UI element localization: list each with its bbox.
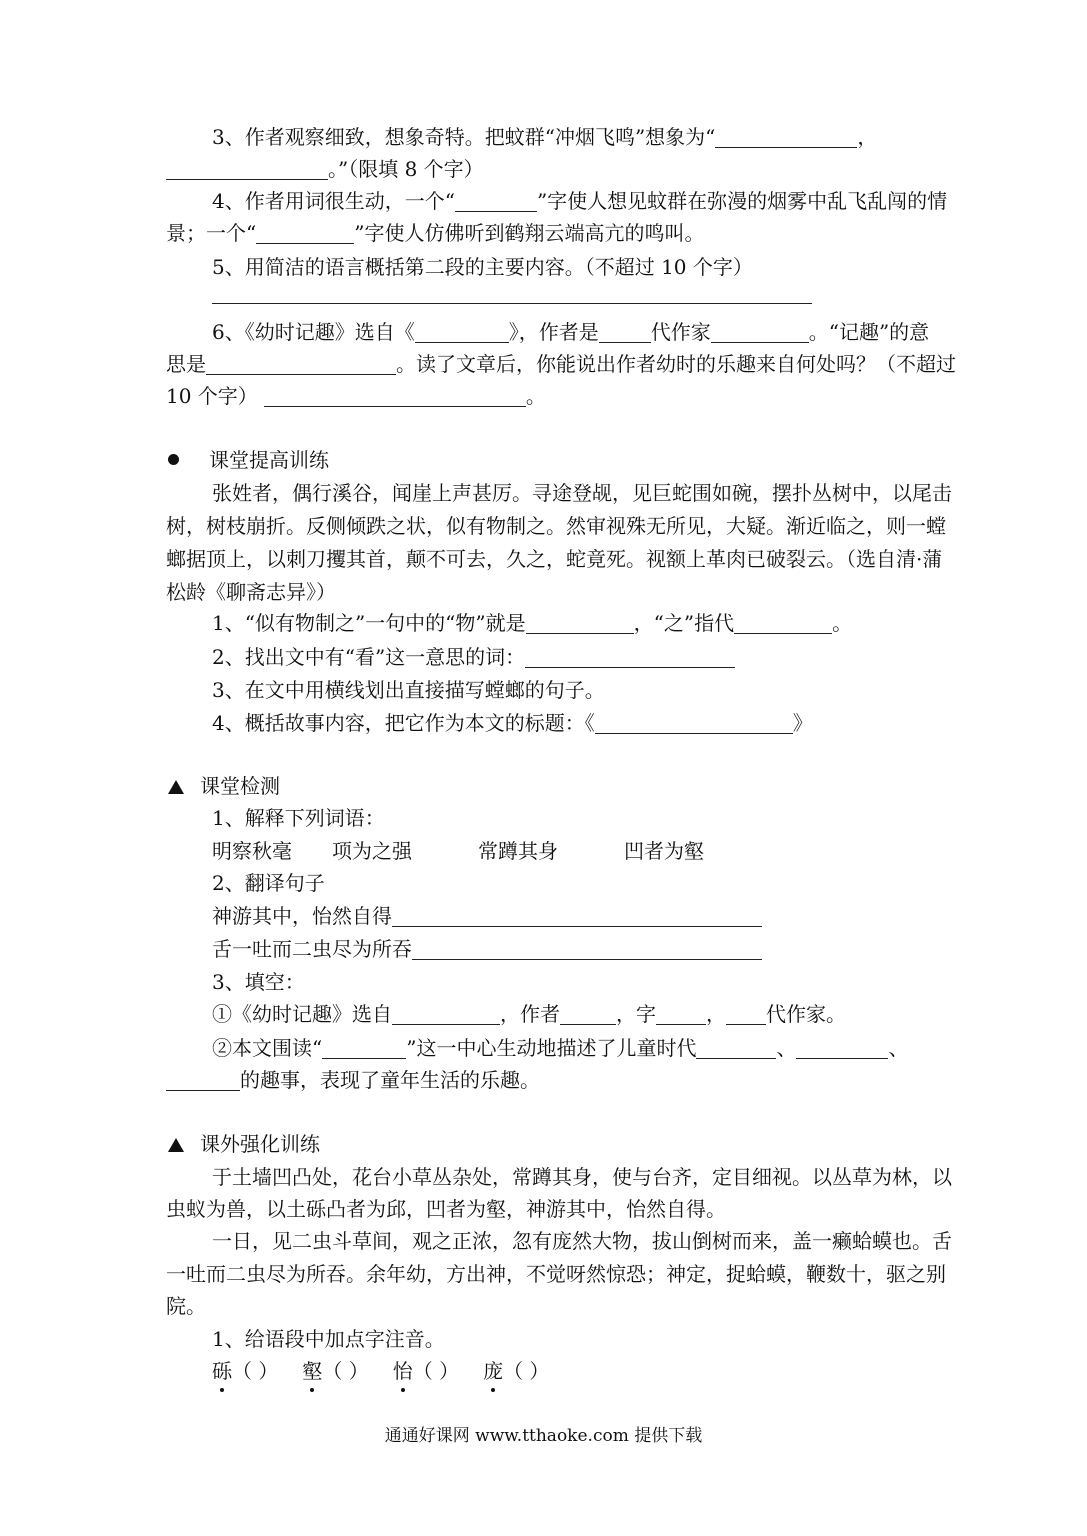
fill2-text-b: ”这一中心生动地描述了儿童时代 xyxy=(406,1036,697,1060)
dotted-char: 砾 xyxy=(212,1359,232,1383)
q4-text-d: ”字使人仿佛听到鹤翔云端高亢的鸣叫。 xyxy=(354,221,705,245)
q6-text-f: 。读了文章后，你能说出作者幼时的乐趣来自何处吗？（不超过 xyxy=(396,352,956,376)
q6-text-a: 6、《幼时记趣》选自《 xyxy=(212,320,415,344)
q4-blank-1[interactable] xyxy=(455,191,537,212)
pinyin-blank[interactable]: （ ） xyxy=(232,1359,279,1383)
fill1-text-b: ，作者 xyxy=(500,1002,560,1026)
q6-text-g: 10 个字） xyxy=(166,384,258,408)
fill2-text-d: 、 xyxy=(888,1036,909,1060)
bullet-dot-icon xyxy=(168,454,179,465)
section3-title: 课外强化训练 xyxy=(200,1132,320,1156)
q6-blank-source[interactable] xyxy=(264,386,526,407)
q6-text-h: 。 xyxy=(525,384,546,408)
q6-text-b: 》，作者是 xyxy=(508,320,599,344)
fill1-blank-dynasty[interactable] xyxy=(726,1004,766,1025)
fill2-blank-3[interactable] xyxy=(166,1070,240,1091)
fill2-blank-1[interactable] xyxy=(696,1038,776,1059)
triangle-icon xyxy=(168,1138,184,1152)
q3-comma: ， xyxy=(857,125,878,149)
pinyin-blank[interactable]: （ ） xyxy=(412,1359,460,1383)
fill2-text-a: ②本文围读“ xyxy=(212,1036,323,1060)
fill1-text-c: ，字 xyxy=(616,1002,656,1026)
q3-line-1 xyxy=(212,123,877,151)
sec1-q4-text-a: 4、概括故事内容，把它作为本文的标题：《 xyxy=(212,711,595,735)
sec2-q2: 2、翻译句子 xyxy=(212,871,325,895)
sec1-q4 xyxy=(212,709,813,737)
dotted-char: 壑 xyxy=(302,1359,323,1383)
q3-line-2 xyxy=(166,155,484,183)
q5-text: 5、用简洁的语言概括第二段的主要内容。（不超过 10 个字） xyxy=(212,255,753,279)
q5-answer-line[interactable] xyxy=(212,303,812,304)
section2-heading xyxy=(168,772,280,800)
sec1-q1-text-b: ，“之”指代 xyxy=(633,611,735,635)
word-item: 明察秋毫 xyxy=(212,839,292,863)
sec1-passage-line-1: 张姓者，偶行溪谷，闻崖上声甚厉。寻途登觇，见巨蛇围如碗，摆扑丛树中，以尾击 xyxy=(212,481,952,505)
pinyin-blank[interactable]: （ ） xyxy=(322,1359,369,1383)
q4-blank-2[interactable] xyxy=(256,223,354,244)
q4-line-2 xyxy=(166,219,704,247)
translation-blank-2[interactable] xyxy=(412,939,762,960)
sec1-passage-line-3: 螂据顶上，以刺刀攫其首，颠不可去，久之，蛇竟死。视额上革肉已破裂云。（选自清·蒲 xyxy=(166,547,943,571)
q3-text: 3、作者观察细致，想象奇特。把蚊群“冲烟飞鸣”想象为“ xyxy=(212,125,716,149)
fill1-text-d: ， xyxy=(706,1002,726,1026)
dotted-char: 庞 xyxy=(483,1359,504,1383)
word-item: 常蹲其身 xyxy=(478,839,558,863)
sec2-fill-2-cont xyxy=(166,1066,540,1094)
fill1-blank-author[interactable] xyxy=(560,1004,616,1025)
fill2-text-e: 的趣事，表现了童年生活的乐趣。 xyxy=(240,1068,540,1092)
sec1-q1-blank-2[interactable] xyxy=(734,613,832,634)
q4-text-a: 4、作者用词很生动，一个“ xyxy=(212,189,455,213)
sec1-q4-text-b: 》 xyxy=(792,711,813,735)
fill1-text-a: ①《幼时记趣》选自 xyxy=(212,1002,392,1026)
sec1-q2 xyxy=(212,643,735,671)
section3-heading xyxy=(168,1130,320,1158)
q4-text-b: ”字使人想见蚊群在弥漫的烟雾中乱飞乱闯的情 xyxy=(536,189,948,213)
fill2-blank-2[interactable] xyxy=(796,1038,888,1059)
word-item: 凹者为壑 xyxy=(624,839,704,863)
q6-line-1 xyxy=(212,318,929,346)
sec2-words xyxy=(212,837,704,865)
sec1-q1-blank-1[interactable] xyxy=(526,613,634,634)
sentence-text: 舌一吐而二虫尽为所吞 xyxy=(212,937,412,961)
sec3-passage-line-1: 于土墙凹凸处，花台小草丛杂处，常蹲其身，使与台齐，定目细视。以丛草为林，以 xyxy=(212,1165,952,1189)
section1-title: 课堂提高训练 xyxy=(209,448,329,472)
q6-blank-meaning[interactable] xyxy=(206,354,396,375)
word-item: 项为之强 xyxy=(332,839,412,863)
q3-blank-2[interactable] xyxy=(166,159,328,180)
sec2-fill-1 xyxy=(212,1000,846,1028)
fill1-blank-courtesy[interactable] xyxy=(656,1004,706,1025)
translation-blank-1[interactable] xyxy=(392,906,762,927)
sec3-passage-line-4: 一吐而二虫尽为所吞。余年幼，方出神，不觉呀然惊恐；神定，捉蛤蟆，鞭数十，驱之别 xyxy=(166,1262,946,1286)
fill1-text-e: 代作家。 xyxy=(766,1002,846,1026)
q6-text-d: 。“记趣”的意 xyxy=(808,320,930,344)
q6-blank-dynasty[interactable] xyxy=(599,322,651,343)
q6-text-e: 思是 xyxy=(166,352,206,376)
footer-credit: 通通好课网 www.tthaoke.com 提供下载 xyxy=(384,1426,703,1446)
sec1-q2-blank[interactable] xyxy=(525,647,735,668)
sec1-q2-text: 2、找出文中有“看”这一意思的词： xyxy=(212,645,526,669)
q3-limit: 。”（限填 8 个字） xyxy=(328,157,484,181)
sec1-passage-line-2: 树，树枝崩折。反侧倾跌之状，似有物制之。然审视殊无所见，大疑。渐近临之，则一螳 xyxy=(166,514,946,538)
sec1-q1-text-c: 。 xyxy=(832,611,853,635)
q6-line-2 xyxy=(166,350,956,378)
q6-blank-author[interactable] xyxy=(711,322,809,343)
sec3-passage-line-5: 院。 xyxy=(166,1294,206,1318)
fill2-blank-center[interactable] xyxy=(322,1038,406,1059)
sec1-q4-blank[interactable] xyxy=(595,713,793,734)
q4-line-1 xyxy=(212,187,947,215)
sec2-sentence-1 xyxy=(212,902,762,930)
sec3-q1: 1、给语段中加点字注音。 xyxy=(212,1327,445,1351)
q6-blank-book[interactable] xyxy=(415,322,509,343)
sec2-fill-2 xyxy=(212,1034,908,1062)
section1-heading xyxy=(168,446,329,474)
q6-line-3 xyxy=(166,382,546,410)
sentence-text: 神游其中，怡然自得 xyxy=(212,904,392,928)
sec3-passage-line-2: 虫蚁为兽，以土砾凸者为邱，凹者为壑，神游其中，怡然自得。 xyxy=(166,1197,726,1221)
q4-text-c: 景；一个“ xyxy=(166,221,257,245)
sec1-passage-line-4: 松龄《聊斋志异》） xyxy=(166,580,336,604)
sec2-sentence-2 xyxy=(212,935,762,963)
q3-blank-1[interactable] xyxy=(715,127,857,148)
triangle-icon xyxy=(168,780,184,794)
q6-text-c: 代作家 xyxy=(650,320,711,344)
dotted-char: 怡 xyxy=(392,1359,413,1383)
pinyin-blank[interactable]: （ ） xyxy=(503,1359,550,1383)
sec2-q3: 3、填空： xyxy=(212,970,305,994)
sec1-q3: 3、在文中用横线划出直接描写螳螂的句子。 xyxy=(212,678,605,702)
sec1-q1-text-a: 1、“似有物制之”一句中的“物”就是 xyxy=(212,611,526,635)
sec2-q1: 1、解释下列词语： xyxy=(212,806,385,830)
fill1-blank-book[interactable] xyxy=(392,1004,500,1025)
section2-title: 课堂检测 xyxy=(200,774,280,798)
fill2-text-c: 、 xyxy=(776,1036,797,1060)
sec3-passage-line-3: 一日，见二虫斗草间，观之正浓，忽有庞然大物，拔山倒树而来，盖一癞蛤蟆也。舌 xyxy=(212,1229,952,1253)
pinyin-row xyxy=(212,1357,549,1385)
sec1-q1 xyxy=(212,609,852,637)
